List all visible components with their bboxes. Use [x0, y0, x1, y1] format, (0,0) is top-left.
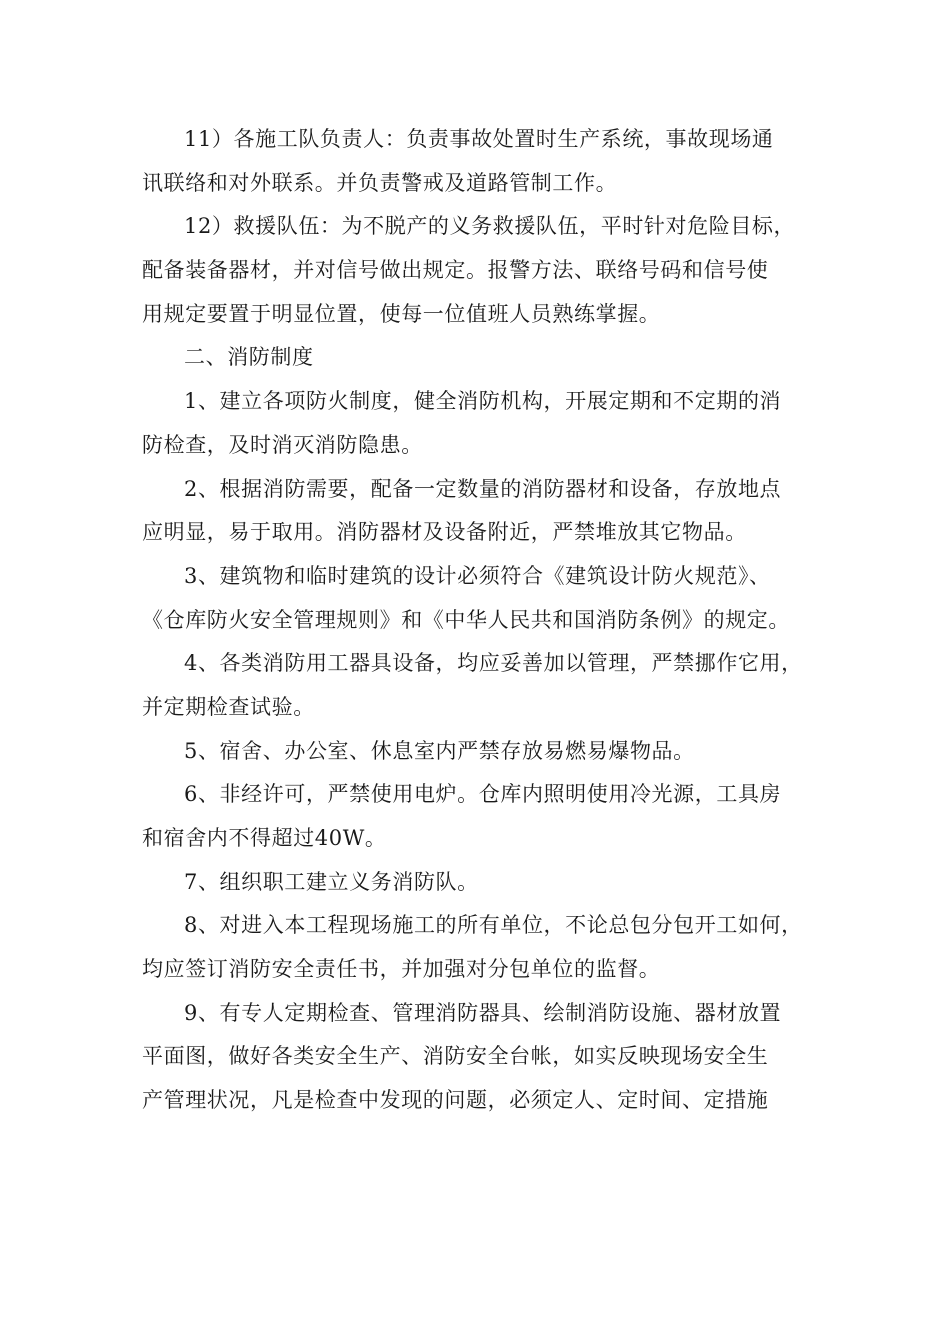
paragraph-duty-12 [142, 205, 812, 336]
paragraph-duty-11 [142, 118, 812, 205]
text-line: 9、有专人定期检查、管理消防器具、绘制消防设施、器材放置 [184, 1000, 782, 1025]
text-line: 讯联络和对外联系。并负责警戒及道路管制工作。 [142, 170, 618, 195]
paragraph-rule-4 [142, 642, 812, 729]
text-line: 1、建立各项防火制度，健全消防机构，开展定期和不定期的消 [184, 389, 782, 414]
text-line: 均应签订消防安全责任书，并加强对分包单位的监督。 [142, 957, 661, 982]
text-line: 3、建筑物和临时建筑的设计必须符合《建筑设计防火规范》、 [184, 563, 771, 588]
text-line: 12）救援队伍：为不脱产的义务救援队伍，平时针对危险目标， [184, 214, 796, 239]
text-line: 产管理状况，凡是检查中发现的问题，必须定人、定时间、定措施 [142, 1088, 769, 1113]
paragraph-rule-1 [142, 380, 812, 467]
text-line: 7、组织职工建立义务消防队。 [184, 869, 479, 894]
text-line: 2、根据消防需要，配备一定数量的消防器材和设备，存放地点 [184, 476, 782, 501]
paragraph-rule-6 [142, 773, 812, 860]
text-line: 配备装备器材，并对信号做出规定。报警方法、联络号码和信号使 [142, 258, 769, 283]
text-line: 8、对进入本工程现场施工的所有单位，不论总包分包开工如何， [184, 913, 803, 938]
document-body [142, 118, 812, 1123]
text-line: 4、各类消防用工器具设备，均应妥善加以管理，严禁挪作它用， [184, 651, 803, 676]
paragraph-rule-9 [142, 992, 812, 1123]
text-line: 二、消防制度 [184, 345, 314, 370]
text-line: 和宿舍内不得超过40W。 [142, 826, 387, 850]
text-line: 用规定要置于明显位置，使每一位值班人员熟练掌握。 [142, 301, 661, 326]
paragraph-rule-5 [142, 730, 812, 774]
paragraph-rule-7 [142, 861, 812, 905]
text-line: 《仓库防火安全管理规则》和《中华人民共和国消防条例》的规定。 [142, 607, 790, 632]
text-line: 应明显，易于取用。消防器材及设备附近，严禁堆放其它物品。 [142, 520, 747, 545]
text-line: 防检查，及时消灭消防隐患。 [142, 432, 423, 457]
text-line: 11）各施工队负责人：负责事故处置时生产系统，事故现场通 [184, 127, 774, 151]
paragraph-rule-3 [142, 555, 812, 642]
text-line: 6、非经许可，严禁使用电炉。仓库内照明使用冷光源，工具房 [184, 782, 782, 807]
paragraph-rule-2 [142, 468, 812, 555]
text-line: 5、宿舍、办公室、休息室内严禁存放易燃易爆物品。 [184, 738, 695, 763]
text-line: 并定期检查试验。 [142, 694, 315, 719]
section-heading [142, 336, 812, 380]
paragraph-rule-8 [142, 904, 812, 991]
text-line: 平面图，做好各类安全生产、消防安全台帐，如实反映现场安全生 [142, 1044, 769, 1069]
